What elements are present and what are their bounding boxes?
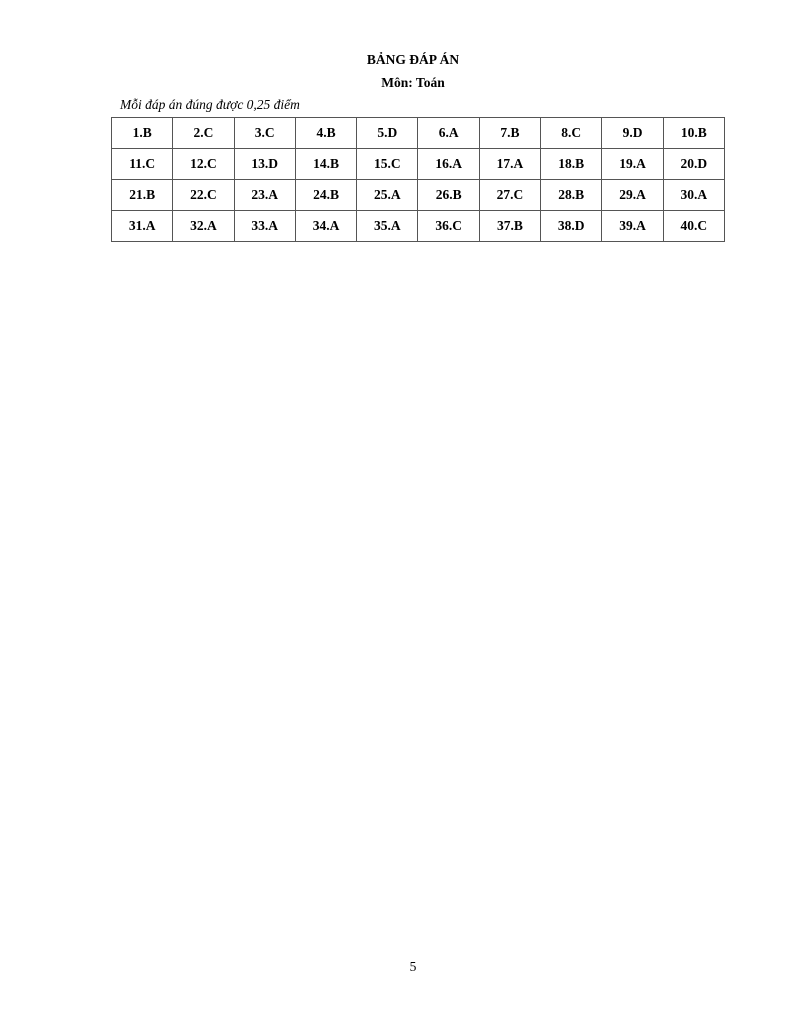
answer-cell: 24.B [295,180,356,211]
answer-cell: 32.A [173,211,234,242]
answer-cell: 17.A [479,149,540,180]
answer-cell: 6.A [418,118,479,149]
answer-cell: 10.B [663,118,724,149]
table-row [112,211,725,242]
answer-cell: 15.C [357,149,418,180]
answer-cell: 29.A [602,180,663,211]
table-row [112,118,725,149]
answer-table [111,117,725,242]
answer-cell: 3.C [234,118,295,149]
answer-cell: 19.A [602,149,663,180]
answer-cell: 22.C [173,180,234,211]
answer-cell: 20.D [663,149,724,180]
subject-heading: Môn: Toán [381,75,445,90]
answer-cell: 25.A [357,180,418,211]
answer-cell: 35.A [357,211,418,242]
answer-cell: 28.B [541,180,602,211]
answer-cell: 27.C [479,180,540,211]
answer-cell: 18.B [541,149,602,180]
answer-cell: 30.A [663,180,724,211]
page-number: 5 [409,959,417,974]
answer-cell: 2.C [173,118,234,149]
answer-cell: 26.B [418,180,479,211]
answer-cell: 34.A [295,211,356,242]
answer-cell: 33.A [234,211,295,242]
answer-cell: 39.A [602,211,663,242]
answer-cell: 4.B [295,118,356,149]
answer-cell: 13.D [234,149,295,180]
answer-cell: 40.C [663,211,724,242]
answer-cell: 14.B [295,149,356,180]
page-title: BẢNG ĐÁP ÁN [366,52,460,67]
answer-cell: 23.A [234,180,295,211]
answer-cell: 36.C [418,211,479,242]
scoring-note: Mỗi đáp án đúng được 0,25 điểm [120,97,300,112]
answer-cell: 11.C [112,149,173,180]
answer-cell: 38.D [541,211,602,242]
answer-cell: 8.C [541,118,602,149]
table-row [112,180,725,211]
table-row [112,149,725,180]
answer-cell: 31.A [112,211,173,242]
answer-table-body [112,118,725,242]
answer-cell: 9.D [602,118,663,149]
answer-cell: 1.B [112,118,173,149]
answer-cell: 12.C [173,149,234,180]
answer-cell: 16.A [418,149,479,180]
answer-cell: 21.B [112,180,173,211]
answer-cell: 5.D [357,118,418,149]
answer-cell: 7.B [479,118,540,149]
answer-cell: 37.B [479,211,540,242]
